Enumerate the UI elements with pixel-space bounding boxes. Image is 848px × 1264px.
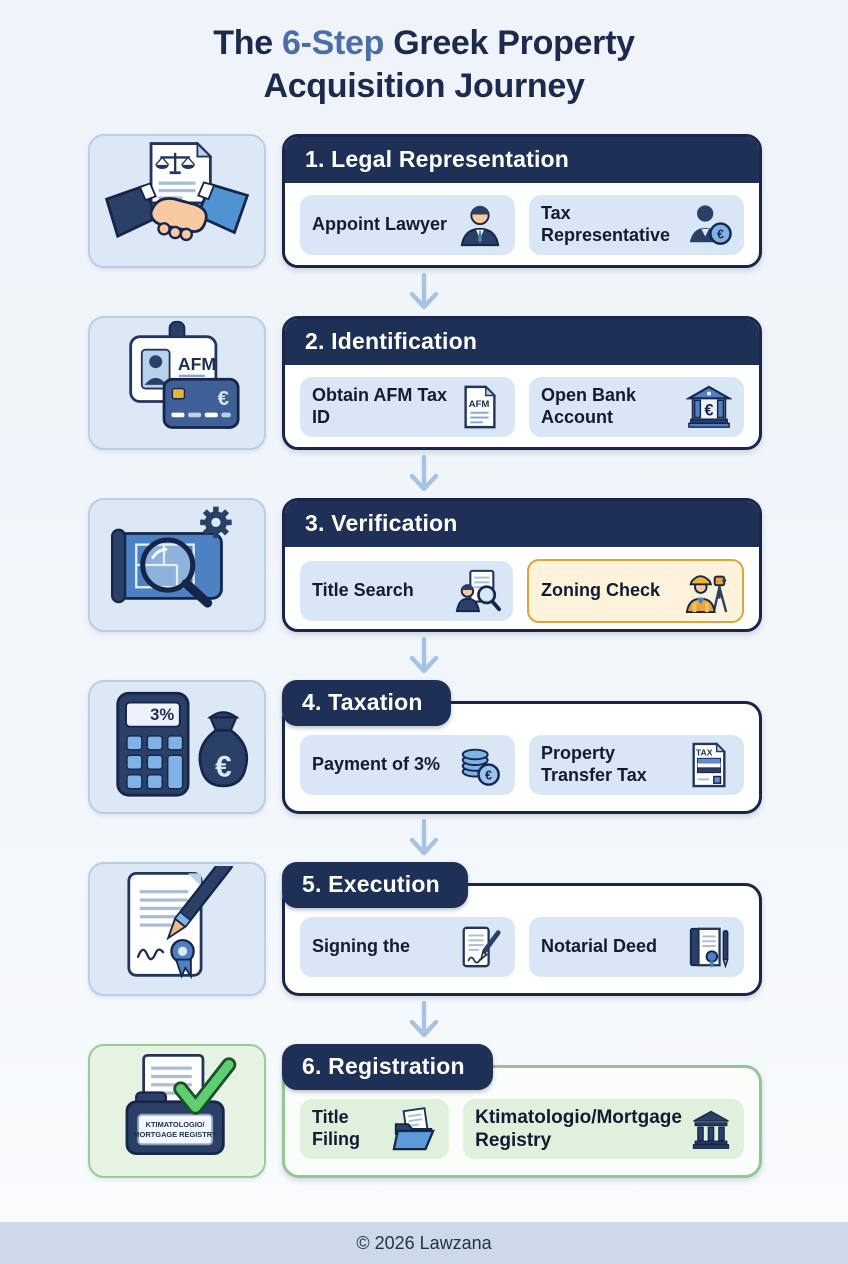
down-arrow-icon (407, 273, 441, 311)
step-4-header: 4. Taxation (282, 680, 451, 726)
step-2-item-obtain-afm (300, 377, 515, 437)
afm-id-badge-icon (102, 320, 252, 446)
title-suffix: Greek Property Acquisition Journey (263, 24, 635, 105)
step-3-tile (88, 498, 266, 632)
step-2-header: 2. Identification (285, 319, 759, 365)
steps-flow (0, 134, 848, 1178)
step-6-row (88, 1044, 762, 1178)
euro-glyph: € (215, 750, 232, 784)
down-arrow-icon (407, 819, 441, 857)
step-1-item-appoint-lawyer (300, 195, 515, 255)
step-3-row (88, 498, 762, 632)
euro-glyph: € (717, 227, 724, 242)
step-3-item-title-search (300, 561, 513, 621)
step-5-row (88, 862, 762, 996)
step-3-header: 3. Verification (285, 501, 759, 547)
title-prefix: The (213, 24, 282, 62)
pill-label: Signing the (312, 936, 410, 957)
step-2-body (285, 365, 759, 449)
pill-label: Payment of 3% (312, 754, 441, 775)
lawyer-icon (457, 202, 503, 248)
registry-folder-check-icon (102, 1048, 252, 1174)
step-2-tile (88, 316, 266, 450)
step-1-body (285, 183, 759, 267)
step-2-item-open-bank-account (529, 377, 744, 437)
step-4-card (282, 688, 762, 814)
title-search-magnifier-icon (455, 568, 501, 614)
step-2-card (282, 316, 762, 450)
tax-text: TAX (695, 747, 713, 758)
step-5-tile (88, 862, 266, 996)
surveyor-icon (684, 568, 730, 614)
pill-label: Property Transfer Tax (541, 743, 647, 786)
registry-label-line2: MORTGAGE REGISTRY (133, 1129, 217, 1139)
euro-coins-icon (457, 742, 503, 788)
pill-label: Title Search (312, 579, 414, 600)
down-arrow-icon (407, 455, 441, 493)
calculator-moneybag-icon (102, 684, 252, 810)
pill-label: Obtain AFM Tax ID (312, 384, 447, 427)
step-4-item-property-transfer-tax (529, 735, 744, 795)
step-5-card (282, 870, 762, 996)
step-5-item-signing-the (300, 917, 515, 977)
gear-icon (200, 506, 231, 537)
afm-text: AFM (177, 353, 217, 374)
pill-label: Ktimatologio/Mortgage Registry (475, 1106, 682, 1152)
tax-document-icon (686, 742, 732, 788)
registry-label-line1: KTIMATOLOGIO/ (145, 1119, 205, 1129)
euro-glyph: € (704, 401, 714, 420)
step-5-item-notarial-deed (529, 917, 744, 977)
flow-arrow-4 (0, 814, 848, 862)
step-4-tile (88, 680, 266, 814)
tax-representative-euro-icon (686, 202, 732, 248)
step-2-row (88, 316, 762, 450)
handshake-agreement-icon (102, 138, 252, 264)
notarial-deed-icon (686, 924, 732, 970)
step-1-row (88, 134, 762, 268)
step-3-item-zoning-check (527, 559, 744, 623)
afm-text: AFM (468, 398, 490, 410)
flow-arrow-5 (0, 996, 848, 1044)
footer-bar (0, 1222, 848, 1264)
euro-glyph: € (485, 768, 493, 783)
calc-display-text: 3% (150, 704, 175, 724)
page-title (124, 0, 724, 108)
step-6-card (282, 1052, 762, 1178)
step-6-item-ktimatologio-registry (463, 1099, 744, 1159)
down-arrow-icon (407, 1001, 441, 1039)
pill-label: Title Filing (312, 1107, 360, 1150)
pill-label: Appoint Lawyer (312, 213, 448, 234)
pill-label: Tax Representative (541, 202, 671, 245)
registry-temple-icon (690, 1108, 732, 1150)
afm-document-icon (457, 384, 503, 430)
pill-label: Notarial Deed (541, 936, 658, 957)
step-6-header: 6. Registration (282, 1044, 493, 1090)
filing-folder-icon (391, 1106, 437, 1152)
blueprint-magnifier-icon (102, 502, 252, 628)
down-arrow-icon (407, 637, 441, 675)
step-4-row (88, 680, 762, 814)
copyright-text: © 2026 Lawzana (356, 1232, 492, 1253)
euro-glyph: € (217, 387, 229, 410)
step-1-tile (88, 134, 266, 268)
flow-arrow-2 (0, 450, 848, 498)
step-6-item-title-filing (300, 1099, 449, 1159)
pill-label: Open Bank Account (541, 384, 637, 427)
step-1-item-tax-representative (529, 195, 744, 255)
step-4-item-payment-of-3pct (300, 735, 515, 795)
step-5-header: 5. Execution (282, 862, 468, 908)
step-3-card (282, 498, 762, 632)
title-highlight: 6-Step (281, 24, 385, 62)
flow-arrow-3 (0, 632, 848, 680)
pill-label: Zoning Check (541, 579, 661, 600)
bank-building-euro-icon (686, 384, 732, 430)
deed-signing-pen-icon (102, 866, 252, 992)
step-1-card (282, 134, 762, 268)
step-6-tile (88, 1044, 266, 1178)
step-3-body (285, 547, 759, 632)
step-1-header: 1. Legal Representation (285, 137, 759, 183)
signing-document-pen-icon (457, 924, 503, 970)
flow-arrow-1 (0, 268, 848, 316)
